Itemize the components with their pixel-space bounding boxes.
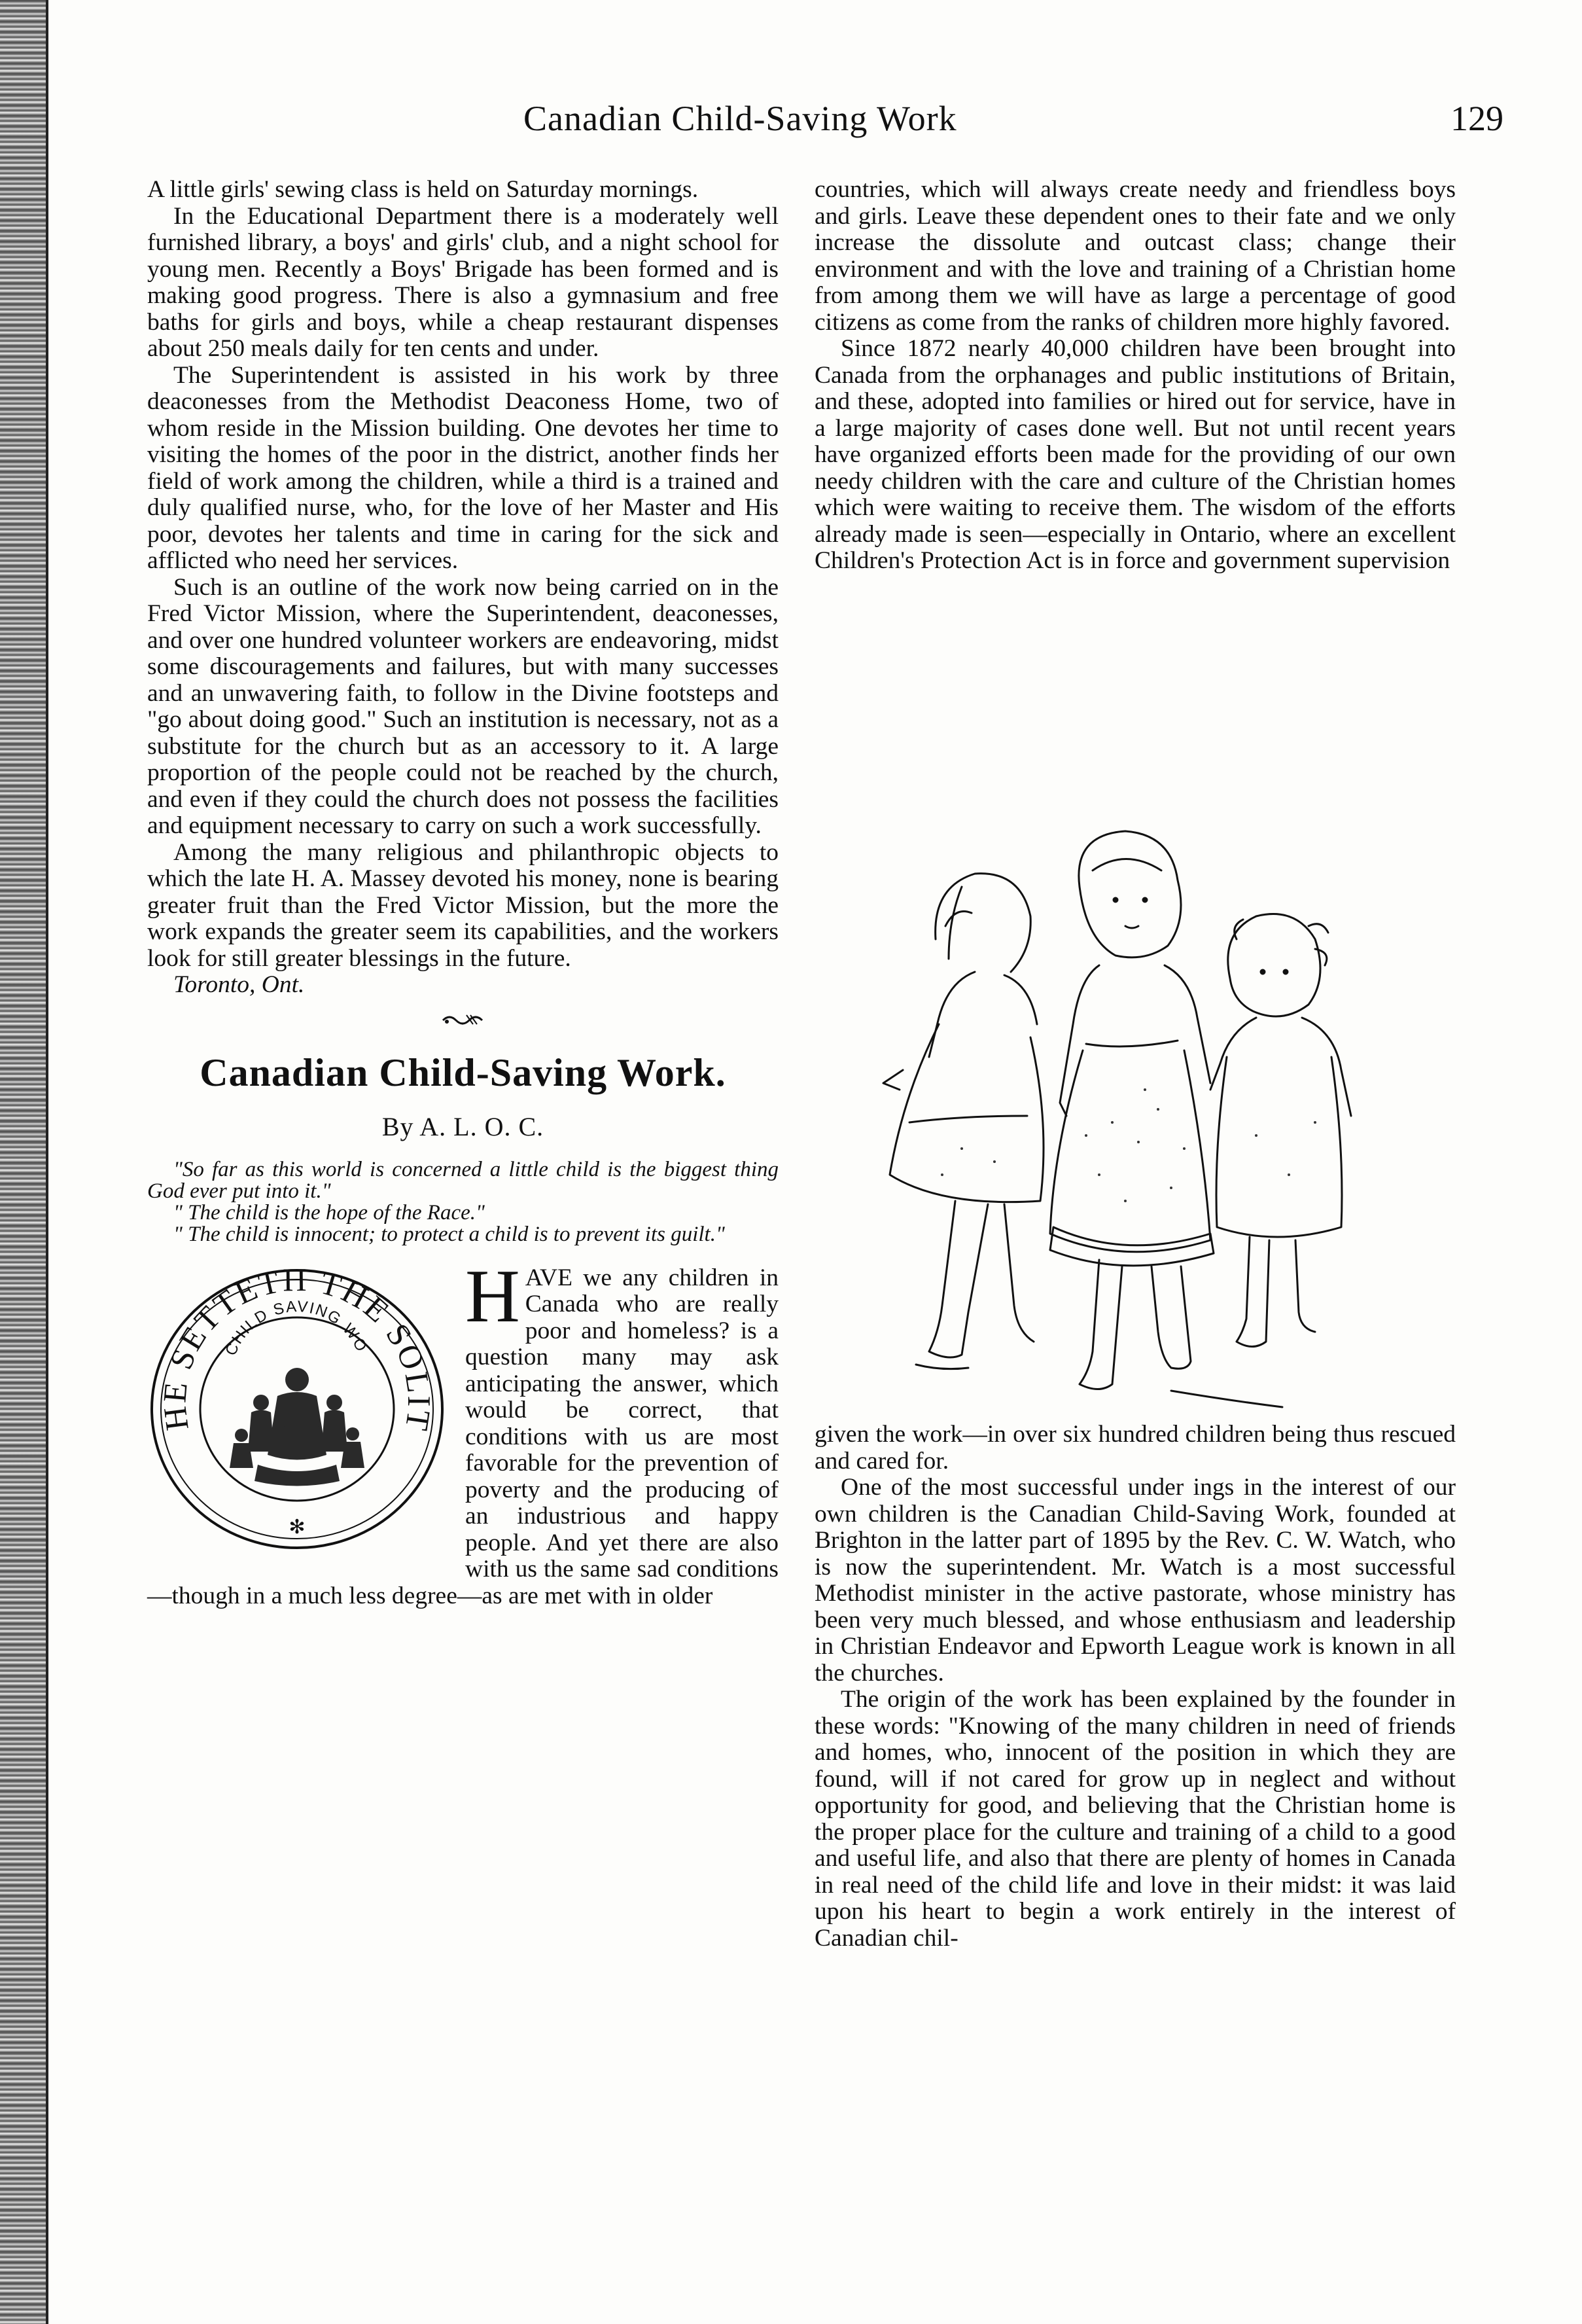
first-paragraph-text: AVE we any children in Canada who are really poor and homeless? is a question many may ask anticipating the answer, which would be correct, that conditions with us are most favorable for the prevention of poverty and the producing of an industrious and happy people. And yet there are also with us the same sad conditions—though in a much less degree—as are met with in older [147,1264,779,1609]
running-title: Canadian Child-Saving Work [523,99,957,138]
paragraph: countries, which will always create needy and friendless boys and girls. Leave these dependent ones to their fate and we only increase the dissolute and outcast class; change their environment and with the love and training of a Christian home from among them we will have as large a percentage of good citizens as come from the ranks of children more highly favored. [815,176,1456,336]
binding-rule [46,0,48,2324]
seal-figures [230,1368,364,1486]
children-illustration [864,808,1439,1410]
section-ornament [147,1008,779,1035]
paragraph: In the Educational Department there is a moderately well furnished library, a boys' and girls' club, and a night school for young men. Recently a Boys' Brigade has been formed and is making good progress. There is also a gymnasium and free baths for girls and boys, while a cheap restaurant dispenses about 250 meals daily for ten cents and under. [147,202,779,362]
signature: Toronto, Ont. [173,971,305,998]
paragraph: Among the many religious and philanthropic objects to which the late H. A. Massey devoted his money, none is bearing greater fruit than the Fred Victor Mission, but the more the work expands the greater seem its capabilities, and the workers look for still greater blessings in the future. [147,838,779,972]
epigraph-quote: " The child is innocent; to protect a child is to prevent its guilt." [173,1222,725,1246]
seal-star-icon: ✻ [289,1516,306,1538]
byline: By A. L. O. C. [381,1112,544,1141]
page-number: 129 [1450,99,1503,138]
page-binding-edge [0,0,46,2324]
right-column-top [815,177,1456,575]
three-children-drawing-icon [864,808,1439,1410]
left-column [147,177,779,1609]
paragraph: The origin of the work has been explained by the founder in these words: "Knowing of the many children in need of friends and homes, who, innocent of the position in which they are found, will if not cared for grow up in neglect and without opportunity for good, and believing that the Christian home is the proper place for the culture and training of a child to a good and useful life, and also that there are plenty of homes in Canada in real need of the child life and love in their midst: it was laid upon his heart to begin a work entirely in the interest of Canadian chil- [815,1686,1456,1952]
article-title: Canadian Child-Saving Work. [200,1051,726,1094]
ornament-icon [440,1012,486,1027]
seal-outer-text: HE SETTETH THE SOLIT [156,1264,438,1433]
drop-cap: H [465,1254,520,1338]
paragraph: Since 1872 nearly 40,000 children have been brought into Canada from the orphanages and public institutions of Britain, and these, adopted into families or hired out for service, have in a large majority of cases done well. But not until recent years have organized efforts been made for the providing of our own needy children with the care and culture of the Christian homes which were waiting to receive them. The wisdom of the efforts already made is seen—especially in Ontario, where an excellent Children's Protection Act is in force and government supervision [815,335,1456,574]
paragraph: Such is an outline of the work now being carried on in the Fred Victor Mission, where the Superintendent, deaconesses, and over one hundred volunteer workers are endeavoring, midst some discouragements and failures, but with many successes and an unwavering faith, to follow in the Divine footsteps and "go about doing good." Such an institution is necessary, not as a substitute for the church but as an accessory to it. A large proportion of the people could not be reached by the church, and even if they could the church does not possess the facilities and equipment necessary to carry on such a work successfully. [147,573,779,839]
seal-emblem-icon [143,1265,451,1553]
seal-inner-text: CHILD SAVING WO [222,1297,371,1358]
paragraph: The Superintendent is assisted in his work by three deaconesses from the Methodist Deaconess Home, two of whom reside in the Mission building. One devotes her time to visiting the homes of the poor in the district, another finds her field of work among the children, while a third is a trained and duly qualified nurse, who, for the love of her Master and His poor, devotes her talents and time in caring for the sick and afflicted who need her services. [147,361,779,574]
epigraph-quote: " The child is the hope of the Race." [173,1200,485,1225]
epigraph-quote: "So far as this world is concerned a little child is the biggest thing God ever put into it." [147,1157,779,1203]
paragraph: One of the most successful under ings in the interest of our own children is the Canadian Child-Saving Work, founded at Brighton in the latter part of 1895 by the Rev. C. W. Watch, who is now the superintendent. Mr. Watch is a most successful Methodist minister in the active pastorate, whose ministry has been very much blessed, and whose enthusiasm and leadership in Christian Endeavor and Epworth League work is known in all the churches. [815,1474,1456,1687]
paragraph: A little girls' sewing class is held on Saturday mornings. [147,176,699,203]
paragraph: given the work—in over six hundred children being thus rescued and cared for. [815,1421,1456,1475]
right-column-bottom [815,1421,1456,1952]
page-header [523,98,1503,151]
society-seal [143,1265,451,1553]
